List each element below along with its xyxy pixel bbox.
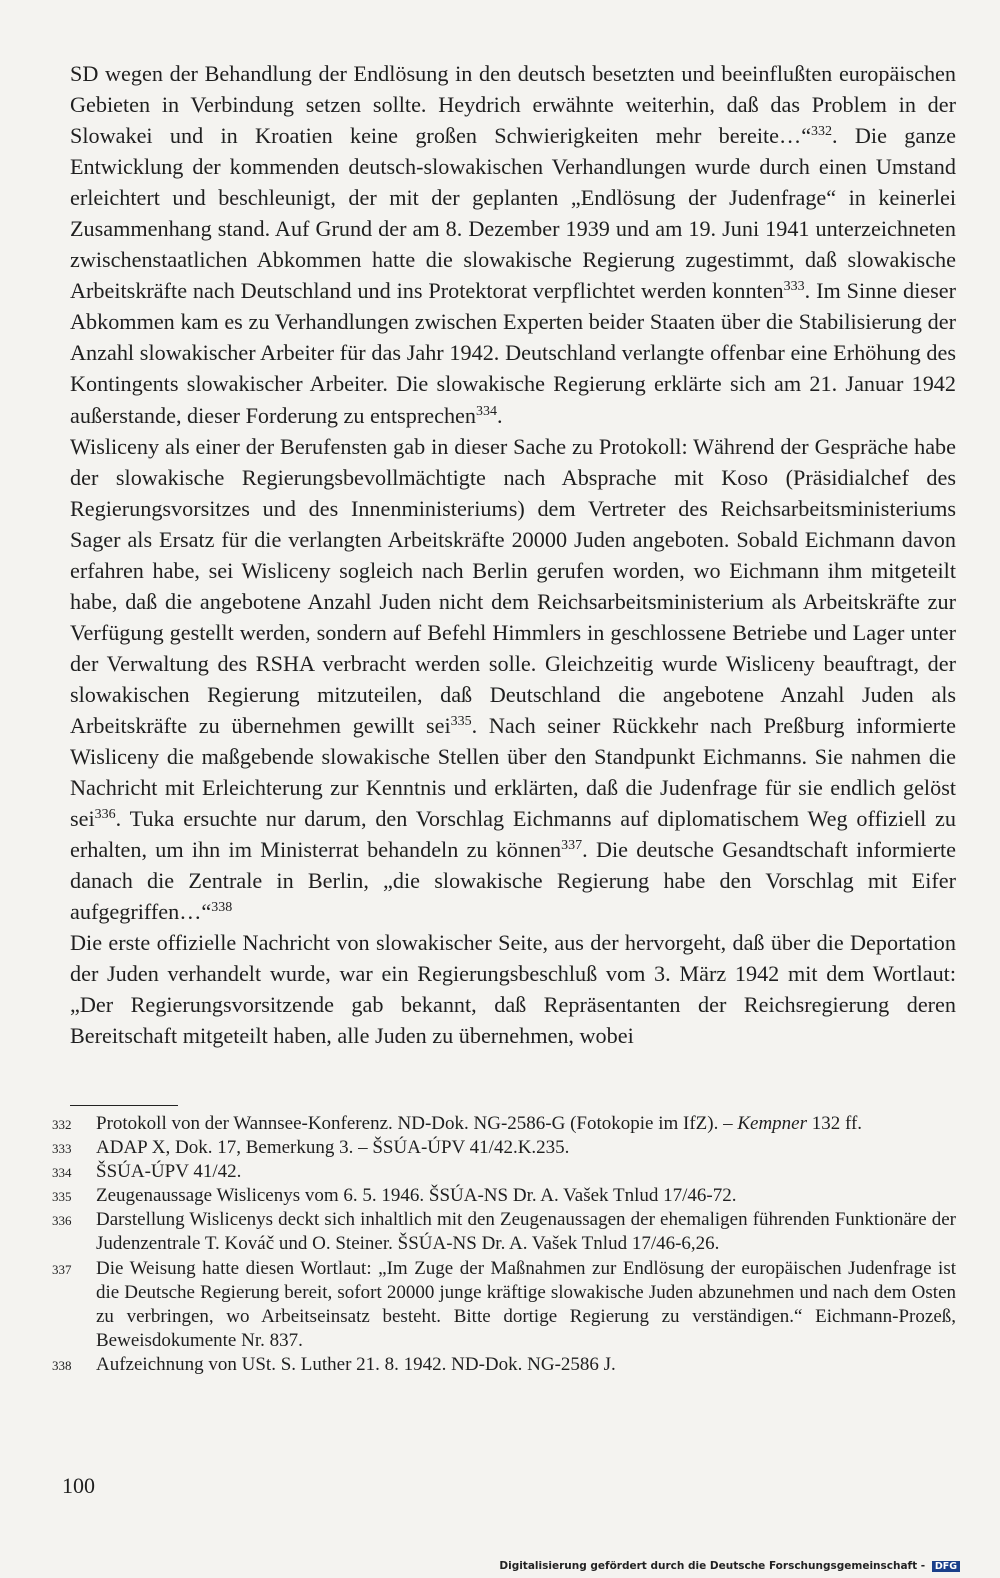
dfg-logo: DFG — [932, 1561, 960, 1572]
footnote-number: 337 — [52, 1261, 72, 1277]
footnote-ref: 334 — [476, 403, 497, 419]
paragraph — [70, 431, 956, 928]
footnote-ref: 336 — [94, 807, 116, 823]
footnote — [52, 1184, 956, 1208]
main-text — [70, 58, 956, 1052]
footnote — [52, 1160, 956, 1184]
footnote-tail: 132 ff. — [807, 1113, 863, 1134]
footnote-text: Protokoll von der Wannsee-Konferenz. ND-Dok. NG-2586-G (Fotokopie im IfZ). – — [96, 1113, 738, 1134]
digitization-text: Digitalisierung gefördert durch die Deutsche Forschungsgemeinschaft - — [499, 1560, 926, 1572]
text-segment: . Tuka ersuchte nur darum, den Vorschlag Eichmanns auf diplomatischem Weg offiziell zu erhalten, um ihn im Ministerrat behandeln zu können — [70, 806, 956, 863]
footnote-ref: 337 — [561, 838, 583, 854]
text-segment: . Nach seiner Rückkehr nach Preßburg informierte Wisliceny die maßgebende slowakische Stellen über den Standpunkt Eichmanns. Sie nahmen die Nachricht mit Erleichterung zur Kenntnis und erklärten, daß die Judenfrage für sie endlich gelöst sei — [70, 712, 957, 832]
text-segment: Wisliceny als einer der Berufensten gab in dieser Sache zu Protokoll: Während der Gespräche habe der slowakische Regierungsbevollmächtigte nach Absprache mit Koso (Präsidialchef des Regierungsvorsitzes und des Innenministeriums) dem Vertreter des Reichsarbeitsministeriums Sager als Ersatz für die verlangten Arbeitskräfte 20000 Juden angeboten. Sobald Eichmann davon erfahren habe, sei Wisliceny sogleich nach Berlin gerufen worden, wo Eichmann ihm mitgeteilt habe, daß die angebotene Anzahl Juden nicht dem Reichsarbeitsministerium als Arbeitskräfte zur Verfügung gestellt werden, sondern auf Befehl Himmlers in geschlossene Betriebe und Lager unter der Verwaltung des RSHA verbracht werden solle. Gleichzeitig wurde Wisliceny beauftragt, der slowakischen Regierung mitzuteilen, daß Deutschland die angebotene Anzahl Juden als Arbeitskräfte zu übernehmen gewillt sei — [70, 433, 956, 738]
footnote-emphasis: Kempner — [737, 1113, 807, 1134]
footnote — [52, 1112, 956, 1136]
footnote — [52, 1353, 956, 1377]
footnote — [52, 1136, 956, 1160]
text-segment: . Im Sinne dieser Abkommen kam es zu Verhandlungen zwischen Experten beider Staaten über die Stabilisierung der Anzahl slowakischer Arbeiter für das Jahr 1942. Deutschland verlangte offenbar eine Erhöhung des Kontingents slowakischer Arbeiter. Die slowakische Regierung erklärte sich am 21. Januar 1942 außerstande, dieser Forderung zu entsprechen — [70, 278, 956, 428]
footnote-separator — [70, 1105, 178, 1106]
footnotes — [52, 1112, 956, 1377]
text-segment: SD wegen der Behandlung der Endlösung in den deutsch besetzten und beeinflußten europäischen Gebieten in Verbindung setzen sollte. Heydrich erwähnte weiterhin, daß das Problem in der Slowakei und in Kroatien keine großen Schwierigkeiten mehr bereite…“ — [70, 61, 956, 149]
footnote-ref: 333 — [783, 279, 805, 295]
footnote-text: Darstellung Wislicenys deckt sich inhaltlich mit den Zeugenaussagen der ehemaligen führenden Funktionäre der Judenzentrale T. Kováč und O. Steiner. ŠSÚA-NS Dr. A. Vašek Tnlud 17/46-6,26. — [96, 1209, 956, 1255]
footnote-text: Zeugenaussage Wislicenys vom 6. 5. 1946. ŠSÚA-NS Dr. A. Vašek Tnlud 17/46-72. — [96, 1185, 737, 1207]
footnote — [52, 1208, 956, 1256]
footnote-text: ADAP X, Dok. 17, Bemerkung 3. – ŠSÚA-ÚPV 41/42.K.235. — [96, 1137, 570, 1159]
footnote-ref: 338 — [211, 900, 233, 916]
page-number: 100 — [62, 1473, 95, 1498]
text-segment: . Die deutsche Gesandtschaft informierte danach die Zentrale in Berlin, „die slowakische Regierung habe den Vorschlag mit Eifer aufgegriffen…“ — [70, 837, 956, 925]
footnote-text: Aufzeichnung von USt. S. Luther 21. 8. 1942. ND-Dok. NG-2586 J. — [96, 1353, 616, 1375]
footnote-number: 332 — [52, 1117, 72, 1132]
footnote-number: 335 — [52, 1189, 72, 1205]
digitization-note — [499, 1560, 960, 1572]
footnote-text: ŠSÚA-ÚPV 41/42. — [96, 1161, 242, 1183]
footnote-number: 333 — [52, 1141, 72, 1157]
footnote — [52, 1257, 956, 1353]
text-segment: Die erste offizielle Nachricht von slowakischer Seite, aus der hervorgeht, daß über die Deportation der Juden verhandelt wurde, war ein Regierungsbeschluß vom 3. März 1942 mit dem Wortlaut: „Der Regierungsvorsitzende gab bekannt, daß Repräsentanten der Reichsregierung deren Bereitschaft mitgeteilt haben, alle Juden zu übernehmen, wobei — [70, 930, 956, 1049]
text-segment: . Die ganze Entwicklung der kommenden deutsch-slowakischen Verhandlungen wurde durch einen Umstand erleichtert und beschleunigt, der mit der geplanten „Endlösung der Judenfrage“ in keinerlei Zusammenhang stand. Auf Grund der am 8. Dezember 1939 und am 19. Juni 1941 unterzeichneten zwischenstaatlichen Abkommen hatte die slowakische Regierung zugestimmt, daß slowakische Arbeitskräfte nach Deutschland und ins Protektorat verpflichtet werden konnten — [70, 123, 956, 304]
footnote-ref: 335 — [450, 713, 472, 729]
paragraph — [70, 58, 956, 431]
footnote-ref: 332 — [811, 124, 833, 140]
footnote-number: 334 — [52, 1165, 72, 1181]
paragraph — [70, 927, 956, 1051]
footnote-number: 336 — [52, 1213, 72, 1229]
footnote-text: Die Weisung hatte diesen Wortlaut: „Im Zuge der Maßnahmen zur Endlösung der europäischen Judenfrage ist die Deutsche Regierung bereit, sofort 20000 junge kräftige slowakische Juden abzunehmen und nach dem Osten zu verbringen, wo Arbeitseinsatz besteht. Bitte dortige Regierung zu verständigen.“ Eichmann-Prozeß, Beweisdokumente Nr. 837. — [96, 1257, 956, 1351]
footnote-number: 338 — [52, 1357, 72, 1373]
text-segment: . — [497, 402, 503, 428]
